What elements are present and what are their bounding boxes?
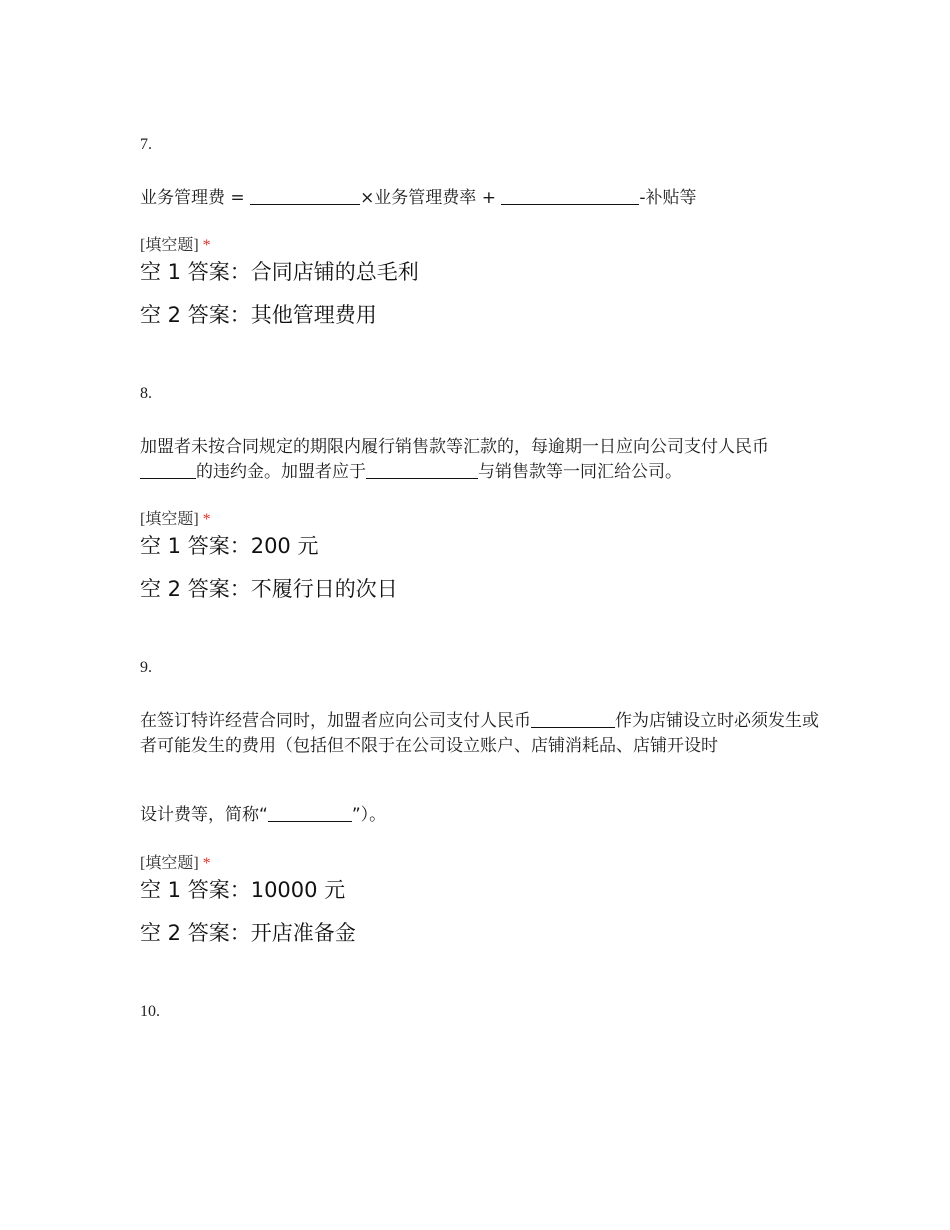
question-8-stem-part3: 与销售款等一同汇给公司。 — [478, 462, 682, 482]
question-9-type-tag — [140, 850, 211, 873]
question-7-answer-2: 空 2 答案：其他管理费用 — [140, 303, 377, 327]
question-10-number: 10. — [140, 1003, 160, 1020]
question-8-number: 8. — [140, 385, 152, 402]
question-8-blank-2 — [366, 462, 478, 479]
question-9-stem-part1: 在签订特许经营合同时，加盟者应向公司支付人民币 — [140, 711, 531, 731]
question-9-stem-part3b: ”）。 — [351, 805, 387, 825]
question-7-type-tag — [140, 232, 211, 255]
required-mark: * — [202, 511, 211, 528]
question-9-answer-1: 空 1 答案：10000 元 — [140, 878, 346, 902]
required-mark: * — [202, 855, 211, 872]
question-9-stem-part2: 作为店铺设立时必须发生或者可能发生的费用（包括但不限于在公司设立账户、店铺消耗品、店铺开设时 — [140, 711, 819, 756]
question-9-blank-1 — [531, 711, 615, 728]
question-9-stem-continued — [140, 803, 820, 828]
question-7-stem-part1: 业务管理费 = — [140, 188, 251, 208]
question-8-stem-part2: 的违约金。加盟者应于 — [196, 462, 366, 482]
question-7-blank-2 — [501, 188, 639, 205]
question-7-blank-1 — [250, 188, 360, 205]
question-7-stem-part2: ×业务管理费率 + — [360, 188, 502, 208]
question-8-stem-part1: 加盟者未按合同规定的期限内履行销售款等汇款的，每逾期一日应向公司支付人民币 — [140, 437, 769, 457]
question-type-label: [填空题] — [140, 237, 199, 254]
question-8-answer-1: 空 1 答案：200 元 — [140, 534, 319, 558]
question-7-stem — [140, 186, 820, 211]
question-9-answer-2: 空 2 答案：开店准备金 — [140, 921, 356, 945]
required-mark: * — [202, 237, 211, 254]
question-7-number: 7. — [140, 136, 152, 153]
question-9-stem — [140, 709, 820, 759]
question-9-stem-part3a: 设计费等，简称“ — [140, 805, 268, 825]
question-type-label: [填空题] — [140, 511, 199, 528]
question-8-answer-2: 空 2 答案：不履行日的次日 — [140, 577, 398, 601]
question-7-answer-1: 空 1 答案：合同店铺的总毛利 — [140, 260, 419, 284]
question-8-stem — [140, 435, 820, 485]
question-8-type-tag — [140, 506, 211, 529]
question-9-number: 9. — [140, 659, 152, 676]
question-7-stem-part3: -补贴等 — [639, 188, 697, 208]
question-type-label: [填空题] — [140, 855, 199, 872]
question-9-blank-2 — [268, 805, 352, 822]
question-8-blank-1 — [140, 462, 196, 479]
